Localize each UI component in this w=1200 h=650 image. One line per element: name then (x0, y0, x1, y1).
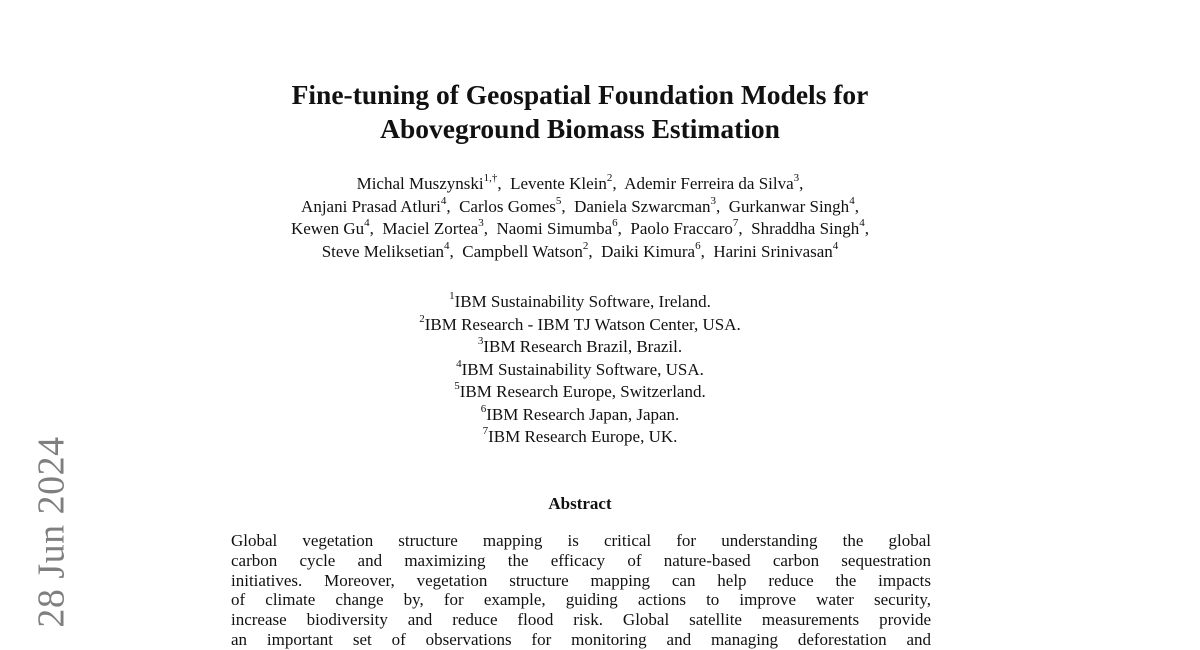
author-name: Kewen Gu (290, 219, 365, 238)
affiliation-number: 1 (449, 290, 455, 303)
author (630, 219, 738, 238)
author (728, 194, 855, 216)
abstract-line: an important set of observations for monitoring and managing deforestation and (231, 629, 931, 649)
author (713, 239, 839, 261)
author-name: Maciel Zortea (382, 219, 479, 238)
author (459, 194, 562, 216)
author-line: Michal Muszynski$^{1,\dagger}$, Levente Klein$^2$, Ademir Ferreira da Silva$^3$, (356, 172, 804, 193)
affiliation-number: 5 (454, 380, 460, 393)
author (510, 174, 612, 193)
author (321, 239, 450, 261)
affiliation-number: 7 (482, 425, 489, 438)
affiliation (180, 314, 980, 337)
author-line: Kewen Gu$^4$, Maciel Zortea$^3$, Naomi Simumba$^6$, Paolo Fraccaro$^7$, Shraddha Singh$^4$, (290, 217, 869, 238)
affiliation-text: IBM Research Brazil, Brazil. (483, 337, 683, 356)
affiliation-number: 6 (480, 402, 487, 415)
affiliation (180, 426, 980, 449)
author-name: Daniela Szwarcman (574, 196, 711, 216)
affiliation-number: 4 (456, 357, 462, 370)
author-name: Paolo Fraccaro (630, 219, 733, 238)
author-affiliation-mark: 2 (606, 172, 613, 185)
abstract-line: of climate change by, for example, guiding actions to improve water security, (231, 590, 931, 610)
author (601, 239, 701, 261)
author-name: Michal Muszynski (356, 174, 484, 193)
arxiv-date-stamp (30, 432, 74, 632)
affiliation (180, 336, 980, 359)
affiliation (180, 381, 980, 404)
author (357, 174, 498, 193)
author-affiliation-mark: 5 (555, 194, 562, 207)
author-affiliation-mark: 2 (582, 239, 589, 252)
author-line: Steve Meliksetian$^4$, Campbell Watson$^2$, Daiki Kimura$^6$, Harini Srinivasan$^4$ (321, 239, 839, 261)
author-affiliation-mark: 4 (444, 239, 450, 252)
author-list (180, 173, 980, 263)
paper-title-line: Fine-tuning of Geospatial Foundation Models for (291, 79, 869, 110)
author-affiliation-mark: 4 (832, 239, 839, 252)
paper-title-line: Aboveground Biomass Estimation (380, 113, 780, 144)
author-affiliation-mark: 4 (440, 194, 447, 207)
author-affiliation-mark: 1,† (483, 172, 498, 185)
author-affiliation-mark: 4 (849, 194, 855, 207)
author (574, 194, 717, 216)
author-name: Naomi Simumba (496, 219, 613, 238)
author-name: Anjani Prasad Atluri (301, 196, 441, 216)
author-name: Shraddha Singh (751, 219, 860, 238)
author (624, 174, 799, 193)
author-name: Gurkanwar Singh (728, 196, 850, 216)
author (462, 239, 589, 261)
affiliation-text: IBM Research Europe, Switzerland. (459, 382, 706, 401)
author-name: Ademir Ferreira da Silva (624, 174, 794, 193)
affiliation-list (180, 291, 980, 449)
author-name: Carlos Gomes (459, 196, 556, 216)
author-affiliation-mark: 4 (364, 217, 370, 230)
abstract-line: carbon cycle and maximizing the efficacy of nature-based carbon sequestration (231, 550, 931, 570)
paper-title (180, 78, 980, 146)
affiliation-text: IBM Research Japan, Japan. (486, 404, 680, 424)
author-name: Campbell Watson (462, 241, 583, 261)
affiliation-number: 2 (419, 312, 425, 325)
affiliation (180, 291, 980, 314)
author-affiliation-mark: 7 (732, 217, 739, 230)
author-affiliation-mark: 3 (793, 172, 800, 185)
affiliation (180, 359, 980, 382)
abstract-line: initiatives. Moreover, vegetation structure mapping can help reduce the impacts (231, 570, 931, 590)
abstract-heading: Abstract (548, 494, 612, 513)
author-affiliation-mark: 6 (612, 217, 618, 230)
affiliation-number: 3 (477, 335, 484, 348)
affiliation-text: IBM Sustainability Software, USA. (461, 359, 704, 379)
author-affiliation-mark: 4 (859, 217, 865, 230)
author-affiliation-mark: 6 (695, 239, 701, 252)
arxiv-date-text: 28 Jun 2024 (31, 436, 74, 628)
author (301, 194, 447, 216)
author-affiliation-mark: 3 (478, 217, 484, 230)
affiliation-text: IBM Research Europe, UK. (488, 427, 678, 446)
abstract-line: increase biodiversity and reduce flood risk. Global satellite measurements provide (231, 610, 931, 630)
author-name: Steve Meliksetian (321, 241, 444, 261)
abstract-text (231, 531, 931, 650)
abstract-line: Global vegetation structure mapping is critical for understanding the global (231, 531, 931, 550)
author (751, 219, 865, 238)
author (382, 219, 483, 238)
author-line: Anjani Prasad Atluri$^4$, Carlos Gomes$^5$, Daniela Szwarcman$^3$, Gurkanwar Singh$^4$, (301, 194, 859, 216)
author (291, 219, 370, 238)
affiliation-text: IBM Sustainability Software, Ireland. (454, 292, 711, 311)
author-name: Harini Srinivasan (713, 241, 833, 261)
affiliation-text: IBM Research - IBM TJ Watson Center, USA. (424, 314, 741, 334)
author-name: Daiki Kimura (601, 241, 696, 261)
author (496, 219, 617, 238)
author-affiliation-mark: 3 (710, 194, 717, 207)
author-name: Levente Klein (510, 174, 607, 193)
affiliation (180, 404, 980, 427)
